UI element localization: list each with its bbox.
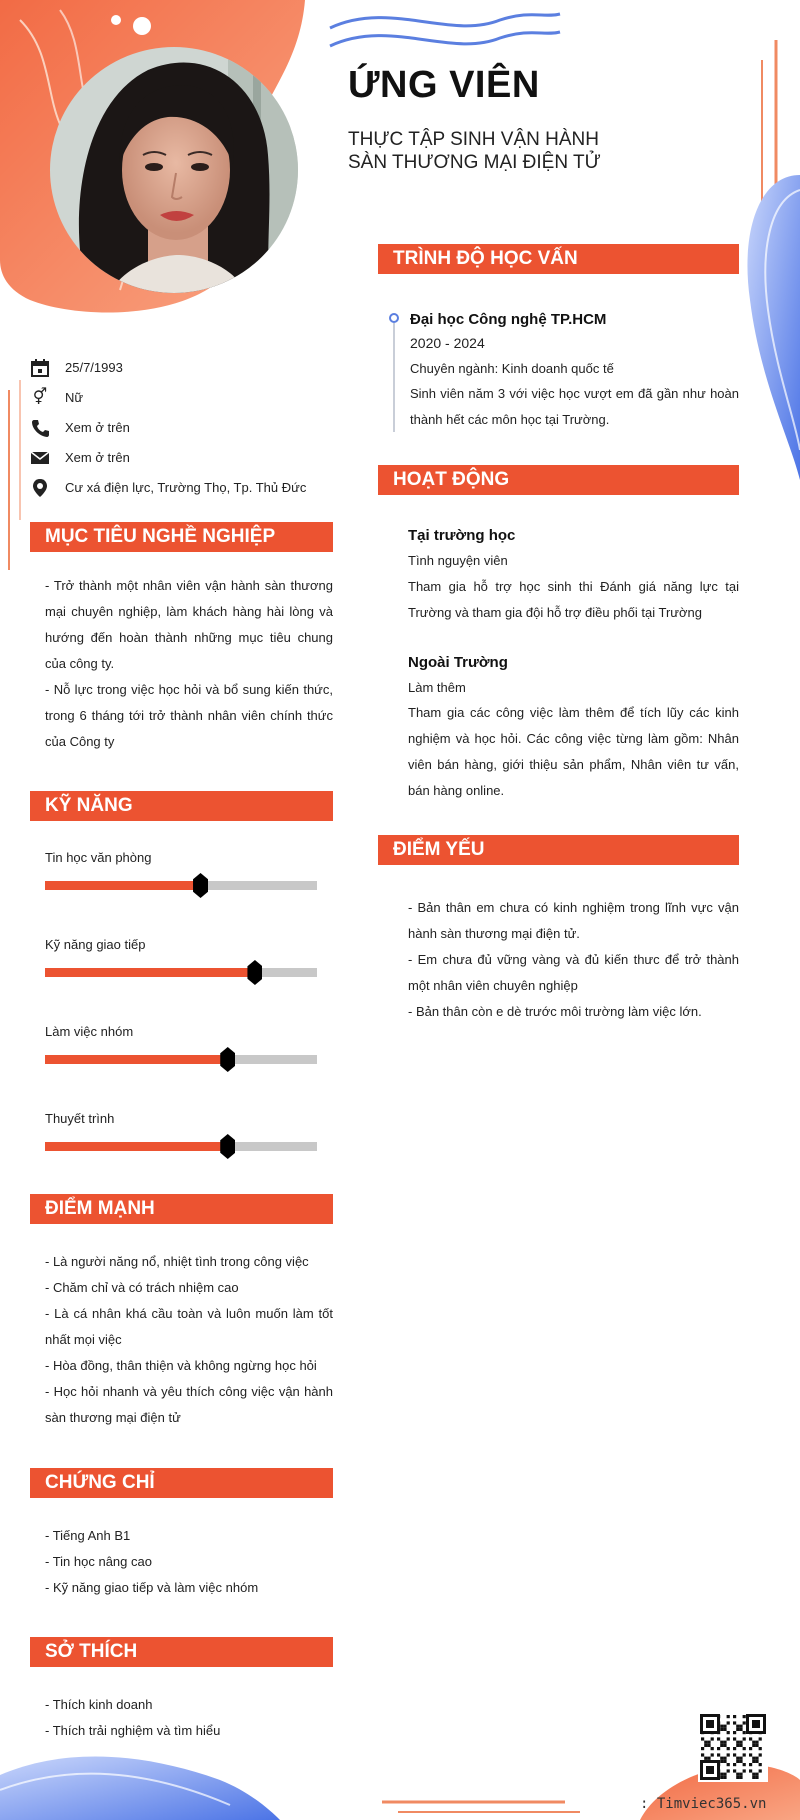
gender-text: Nữ (65, 390, 84, 405)
list-item: - Bản thân em chưa có kinh nghiệm trong lĩnh vực vận hành sàn thương mại điện tử. (408, 900, 739, 941)
education-school: Đại học Công nghệ TP.HCM (410, 311, 607, 328)
skills-heading: KỸ NĂNG (30, 791, 333, 821)
objective-heading: MỤC TIÊU NGHỀ NGHIỆP (30, 522, 333, 552)
list-item: - Kỹ năng giao tiếp và làm việc nhóm (45, 1580, 259, 1595)
list-item: - Hòa đồng, thân thiện và không ngừng học hỏi (45, 1358, 317, 1373)
hobbies-list (45, 1692, 333, 1744)
list-item: - Là cá nhân khá cầu toàn và luôn muốn làm tốt nhất mọi việc (45, 1306, 333, 1347)
activity-place: Tại trường học (408, 527, 516, 544)
phone-icon (30, 418, 50, 438)
gender-icon: ⚥ (32, 389, 48, 406)
job-title (348, 128, 601, 174)
education-major: Chuyên ngành: Kinh doanh quốc tế (410, 361, 614, 376)
strengths-list (45, 1249, 333, 1431)
skill-label: Kỹ năng giao tiếp (45, 937, 146, 952)
list-item: - Tin học nâng cao (45, 1554, 152, 1569)
certificates-list (45, 1523, 333, 1601)
activity-role: Làm thêm (408, 680, 466, 695)
list-item: - Chăm chỉ và có trách nhiệm cao (45, 1280, 239, 1295)
list-item: - Là người năng nổ, nhiệt tình trong công việc (45, 1254, 309, 1269)
certificates-heading: CHỨNG CHỈ (30, 1468, 333, 1498)
activity-description: Tham gia các công việc làm thêm để tích lũy các kinh nghiệm và học hỏi. Các công việc từng làm gồm: Nhân viên bán hàng, giới thiệu sản phẩm, Nhân viên tư vấn, bán hàng online. (408, 705, 739, 798)
skill-bar (45, 968, 317, 977)
objective-text (45, 573, 333, 755)
skill-bar (45, 1055, 317, 1064)
list-item: - Bản thân còn e dè trước môi trường làm việc lớn. (408, 1004, 702, 1019)
job-title-line-2: SÀN THƯƠNG MẠI ĐIỆN TỬ (348, 152, 601, 173)
hobbies-heading: SỞ THÍCH (30, 1637, 333, 1667)
skill-bar-fill (45, 1055, 227, 1064)
skill-bar-fill (45, 1142, 227, 1151)
education-description: Sinh viên năm 3 với việc học vượt em đã gần như hoàn thành hết các môn học tại Trường. (410, 386, 739, 427)
skill-bar (45, 1142, 317, 1151)
qr-code (698, 1712, 768, 1782)
job-title-line-1: THỰC TẬP SINH VẬN HÀNH (348, 129, 599, 150)
candidate-name: ỨNG VIÊN (348, 64, 540, 106)
skill-bar-fill (45, 881, 200, 890)
list-item: - Em chưa đủ vững vàng và đủ kiến thưc để trở thành một nhân viên chuyên nghiệp (408, 952, 739, 993)
education-heading: TRÌNH ĐỘ HỌC VẤN (378, 244, 739, 274)
skill-bar (45, 881, 317, 890)
email-text: Xem ở trên (65, 450, 130, 465)
activity-role: Tình nguyện viên (408, 553, 508, 568)
list-item: - Thích trải nghiệm và tìm hiểu (45, 1723, 221, 1738)
list-item: - Học hỏi nhanh và yêu thích công việc vận hành sàn thương mại điện tử (45, 1384, 333, 1425)
skill-bar-fill (45, 968, 254, 977)
location-icon (30, 478, 50, 498)
education-years: 2020 - 2024 (410, 335, 485, 351)
skill-label: Làm việc nhóm (45, 1024, 134, 1039)
strengths-heading: ĐIỂM MẠNH (30, 1194, 333, 1224)
list-item: - Thích kinh doanh (45, 1697, 153, 1712)
brand-watermark: : Timviec365.vn (640, 1796, 767, 1812)
phone-text: Xem ở trên (65, 420, 130, 435)
calendar-icon (30, 358, 50, 378)
weaknesses-heading: ĐIỂM YẾU (378, 835, 739, 865)
activity-description: Tham gia hỗ trợ học sinh thi Đánh giá năng lực tại Trường và tham gia đội hỗ trợ điều phối tại Trường (408, 579, 739, 620)
objective-paragraph-2: - Nỗ lực trong việc học hỏi và bổ sung kiến thức, trong 6 tháng tới trở thành nhân viên chính thức của Công ty (45, 682, 333, 749)
skill-label: Tin học văn phòng (45, 850, 152, 865)
activities-heading: HOẠT ĐỘNG (378, 465, 739, 495)
birthday-text: 25/7/1993 (65, 360, 123, 375)
avatar (48, 45, 300, 295)
list-item: - Tiếng Anh B1 (45, 1528, 131, 1543)
activity-place: Ngoài Trường (408, 654, 508, 671)
address-text: Cư xá điện lực, Trường Thọ, Tp. Thủ Đức (65, 480, 307, 495)
weaknesses-list (408, 895, 739, 1025)
objective-paragraph-1: - Trở thành một nhân viên vận hành sàn thương mại chuyên nghiệp, làm khách hàng hài lòng và hướng đến hoàn thành những mục tiêu chung của công ty. (45, 578, 333, 671)
skill-label: Thuyết trình (45, 1111, 115, 1126)
email-icon (30, 448, 50, 468)
